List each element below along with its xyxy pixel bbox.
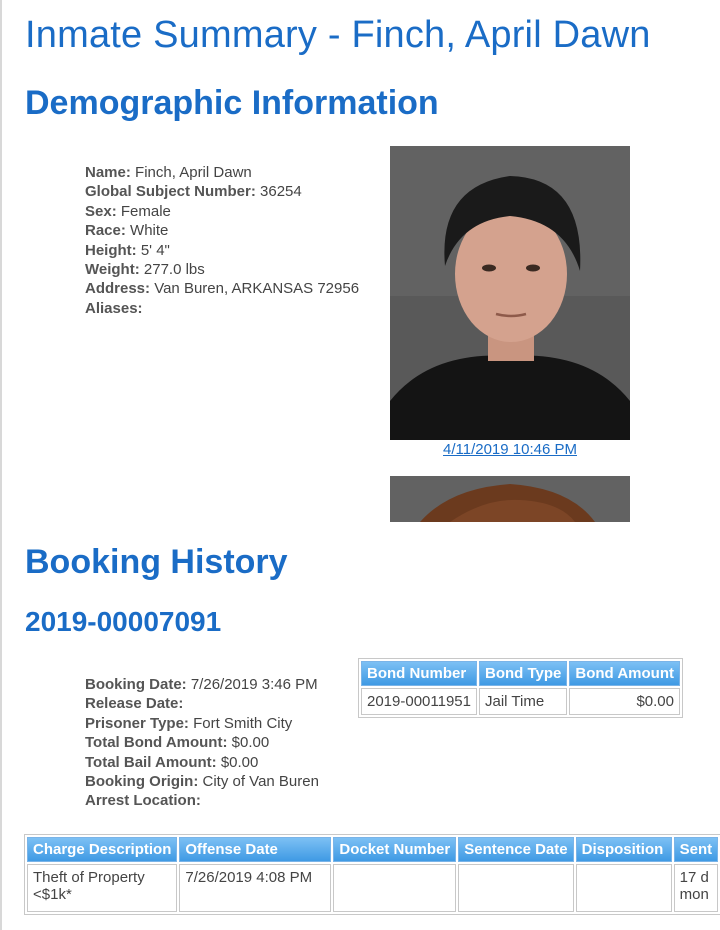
bond-table-header-row [361,661,680,686]
weight-row [85,260,359,279]
page-title: Inmate Summary - Finch, April Dawn [25,14,651,56]
booking-origin-row [85,772,319,791]
table-row [361,688,680,715]
field-value: Van Buren, ARKANSAS 72956 [154,280,360,298]
booking-date-row [85,675,319,694]
field-value: 5' 4" [140,241,170,259]
arrest-location-row [85,791,319,810]
left-border [0,0,2,930]
field-value: Female [120,202,171,220]
charge-table-header-row [27,837,718,862]
field-label: Booking Date: [85,676,187,693]
field-value: 7/26/2019 3:46 PM [190,676,318,693]
inmate-photo[interactable] [390,146,630,440]
field-value: $0.00 [220,753,259,771]
field-label: Prisoner Type: [85,714,189,732]
field-label: Sex: [85,202,117,220]
bond-amount-cell: $0.00 [569,688,680,715]
charge-description-line: <$1k* [33,886,72,903]
bond-number-cell: 2019-00011951 [361,688,477,715]
charge-description-header[interactable]: Charge Description [27,837,177,862]
bond-type-cell: Jail Time [479,688,567,715]
booking-info [85,675,319,811]
name-row [85,163,359,182]
field-value: Fort Smith City [193,714,293,732]
field-label: Global Subject Number: [85,183,256,201]
table-row [27,864,718,912]
disposition-cell [576,864,672,912]
total-bond-amount-row [85,733,319,752]
bond-number-header[interactable]: Bond Number [361,661,477,686]
field-label: Aliases: [85,299,143,317]
field-label: Arrest Location: [85,792,201,810]
demographic-heading: Demographic Information [25,84,439,122]
field-value: White [130,222,169,240]
field-value: 277.0 lbs [143,261,205,279]
field-label: Address: [85,280,151,298]
charge-table [24,834,720,915]
offense-date-cell: 7/26/2019 4:08 PM [179,864,331,912]
offense-date-header[interactable]: Offense Date [179,837,331,862]
sentence-line: 17 d [679,869,709,886]
field-value: $0.00 [231,734,270,752]
field-label: Release Date: [85,695,184,713]
charge-description-cell [27,864,177,912]
disposition-header[interactable]: Disposition [576,837,672,862]
photo-date-link[interactable]: 4/11/2019 10:46 PM [443,441,577,458]
release-date-row [85,694,319,713]
field-label: Weight: [85,261,140,279]
field-label: Total Bail Amount: [85,753,217,771]
booking-history-heading: Booking History [25,543,288,581]
field-label: Height: [85,241,137,259]
inmate-photo-2[interactable] [390,476,630,522]
global-subject-number-row [85,182,359,201]
sex-row [85,202,359,221]
prisoner-type-row [85,714,319,733]
field-label: Name: [85,164,131,181]
bond-type-header[interactable]: Bond Type [479,661,567,686]
portrait-placeholder-icon [390,476,630,522]
sentence-cell [674,864,719,912]
sentence-date-header[interactable]: Sentence Date [458,837,573,862]
sentence-header[interactable]: Sent [674,837,719,862]
total-bail-amount-row [85,753,319,772]
bond-amount-header[interactable]: Bond Amount [569,661,680,686]
portrait-placeholder-icon [390,146,630,440]
charge-description-line: Theft of Property [33,869,145,886]
field-label: Total Bond Amount: [85,734,228,752]
field-label: Booking Origin: [85,773,199,791]
demographic-info [85,163,359,318]
field-value: 36254 [260,183,302,201]
address-row [85,279,359,298]
docket-number-cell [333,864,456,912]
bond-table [358,658,683,718]
aliases-row [85,299,359,318]
field-value: Finch, April Dawn [135,164,252,181]
sentence-date-cell [458,864,573,912]
height-row [85,241,359,260]
docket-number-header[interactable]: Docket Number [333,837,456,862]
race-row [85,221,359,240]
field-label: Race: [85,222,126,240]
booking-number: 2019-00007091 [25,606,222,637]
field-value: City of Van Buren [202,773,319,791]
sentence-line: mon [679,886,709,903]
